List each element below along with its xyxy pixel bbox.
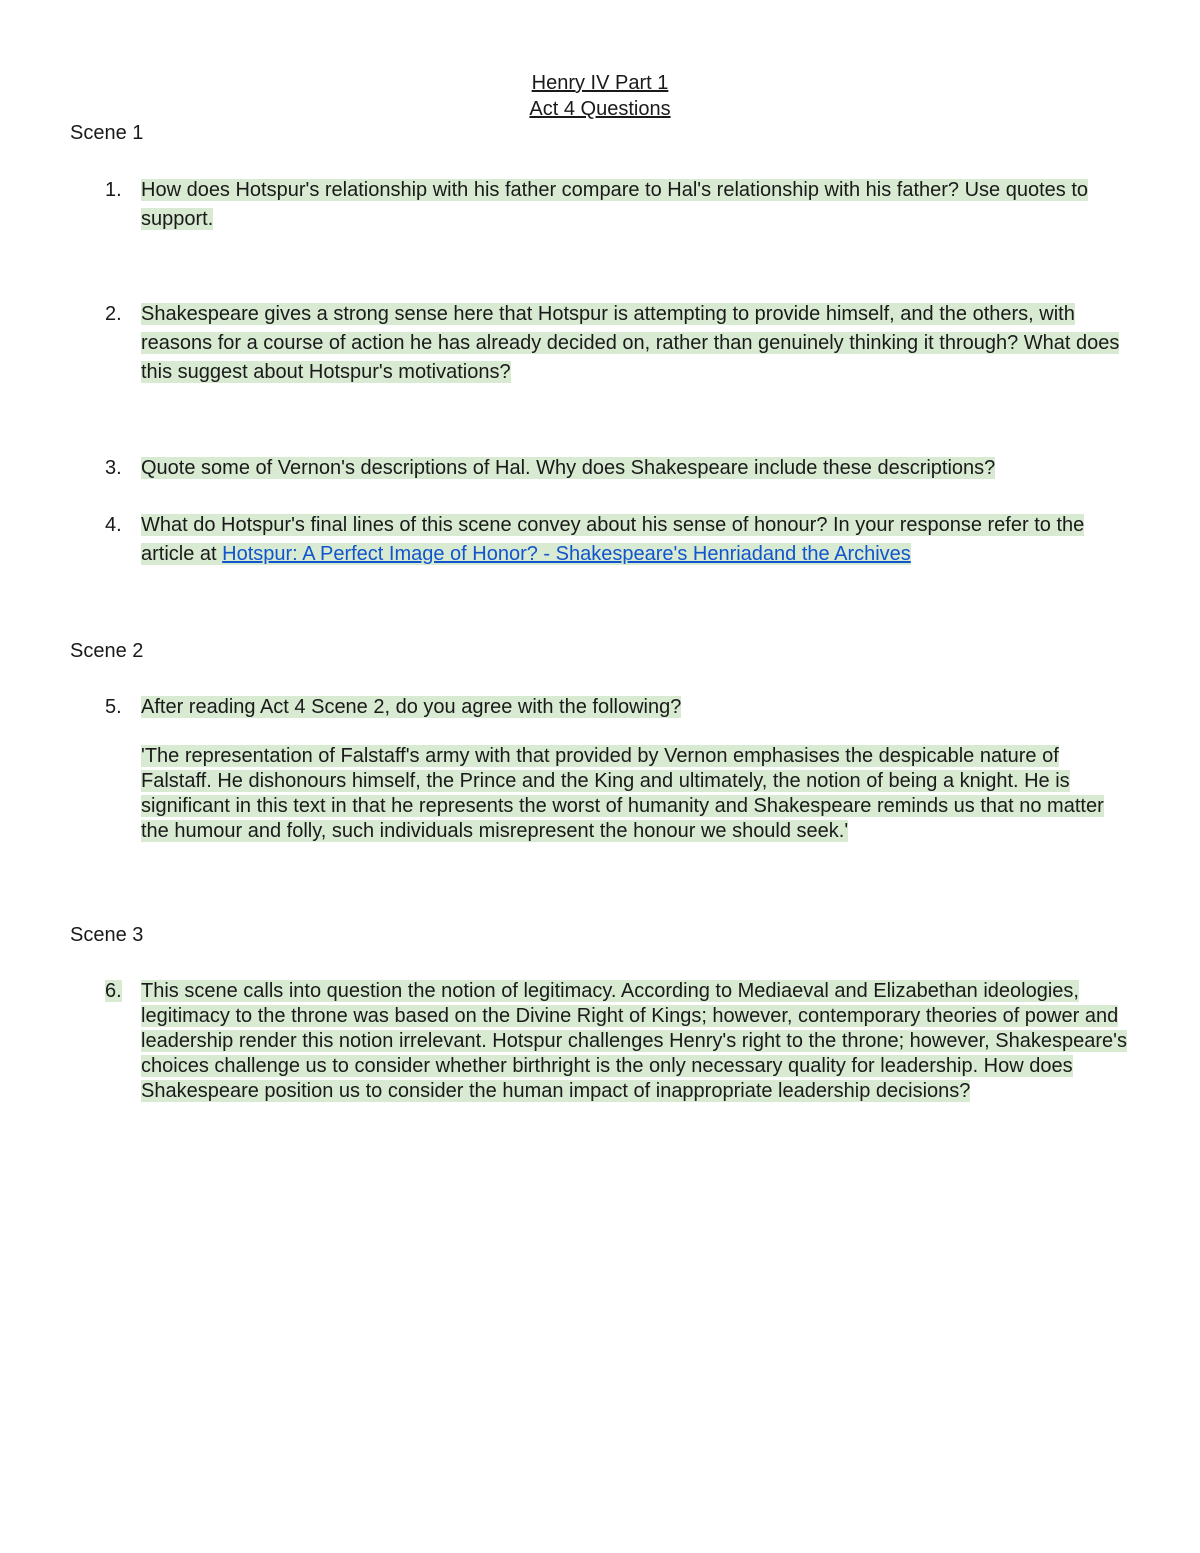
question-number: 1. bbox=[105, 179, 122, 201]
question-text: What do Hotspur's final lines of this scene convey about his sense of honour? In your response refer to the article at bbox=[141, 514, 1085, 565]
question-number: 2. bbox=[105, 303, 122, 325]
question-3 bbox=[105, 454, 1135, 483]
title-line-1: Henry IV Part 1 bbox=[531, 72, 669, 94]
quote-text: 'The representation of Falstaff's army with that provided by Vernon emphasises the despicable nature of Falstaff. He dishonours himself, the Prince and the King and ultimately, the notion of being a knight. He is significant in this text in that he represents the worst of humanity and Shakespeare reminds us that no matter the humour and folly, such individuals misrepresent the honour we should seek.' bbox=[141, 745, 1104, 842]
question-text: Shakespeare gives a strong sense here that Hotspur is attempting to provide himself, and the others, with reasons for a course of action he has already decided on, rather than genuinely thinking it through? What does this suggest about Hotspur's motivations? bbox=[141, 303, 1120, 383]
question-number: 5. bbox=[105, 696, 122, 718]
question-4 bbox=[105, 511, 1135, 569]
question-number: 4. bbox=[105, 514, 122, 536]
scene-3-heading: Scene 3 bbox=[70, 924, 144, 946]
question-text: This scene calls into question the notion of legitimacy. According to Mediaeval and Elizabethan ideologies, legitimacy to the throne was based on the Divine Right of Kings; however, contemporary theories of power and leadership render this notion irrelevant. Hotspur challenges Henry's right to the throne; however, Shakespeare's choices challenge us to consider whether birthright is the only necessary quality for leadership. How does Shakespeare position us to consider the human impact of inappropriate leadership decisions? bbox=[141, 980, 1127, 1102]
question-5 bbox=[105, 693, 1135, 722]
question-text: Quote some of Vernon's descriptions of Hal. Why does Shakespeare include these descriptions? bbox=[141, 457, 996, 479]
scene-1-heading: Scene 1 bbox=[70, 122, 144, 144]
scene-2-heading: Scene 2 bbox=[70, 640, 144, 662]
question-2 bbox=[105, 300, 1135, 387]
question-1 bbox=[105, 176, 1135, 234]
article-link[interactable]: Hotspur: A Perfect Image of Honor? - Shakespeare's Henriadand the Archives bbox=[222, 543, 911, 565]
question-number: 3. bbox=[105, 457, 122, 479]
quoted-statement bbox=[141, 744, 1135, 844]
question-6 bbox=[105, 979, 1135, 1104]
question-number: 6. bbox=[105, 980, 122, 1002]
question-text: After reading Act 4 Scene 2, do you agree with the following? bbox=[141, 696, 682, 718]
title-line-2: Act 4 Questions bbox=[529, 98, 671, 120]
document-title bbox=[0, 70, 1200, 122]
question-text: How does Hotspur's relationship with his father compare to Hal's relationship with his father? Use quotes to support. bbox=[141, 179, 1088, 230]
